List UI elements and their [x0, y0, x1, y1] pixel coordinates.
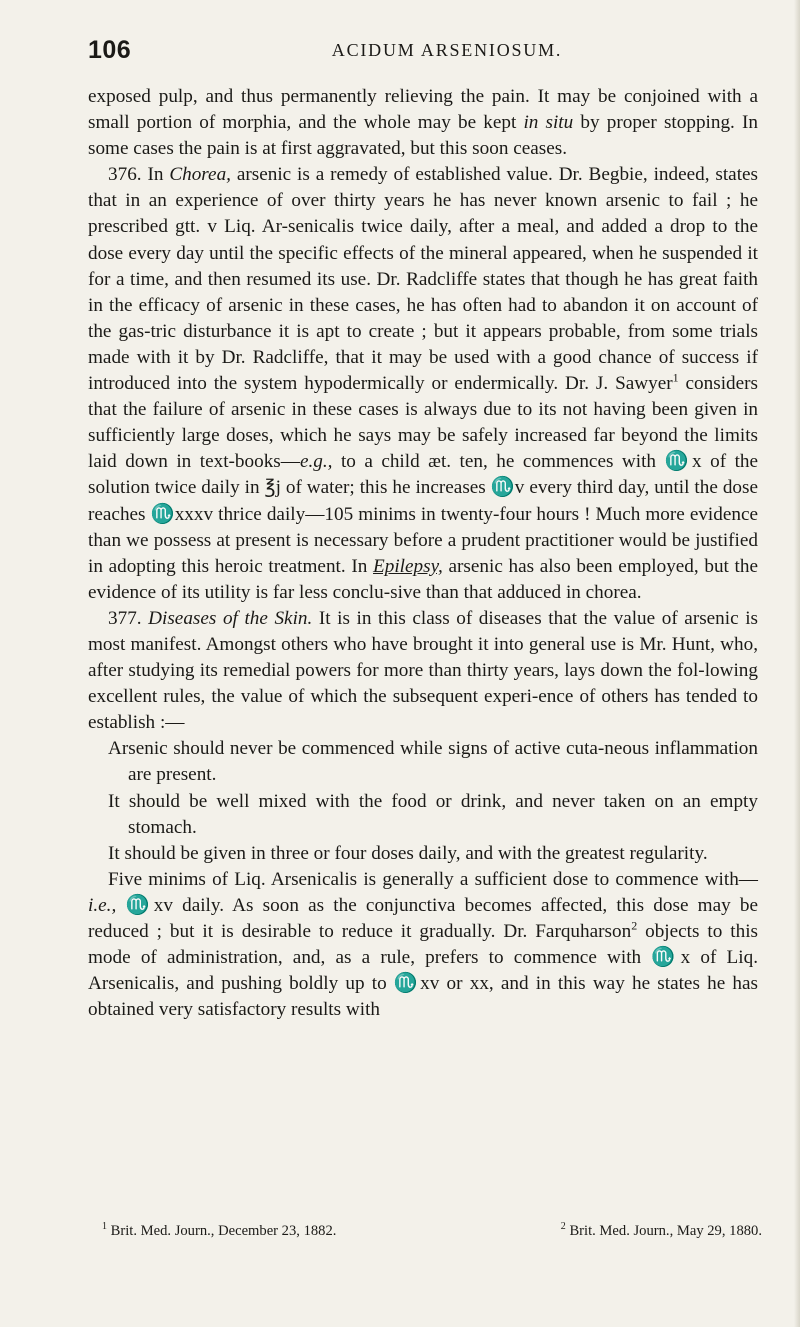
rule-item: Arsenic should never be commenced while signs of active cuta-neous inflammation are present.	[108, 738, 758, 786]
paragraph-pulp: exposed pulp, and thus permanently relieving the pain. It may be conjoined with a small portion of morphia, and the whole may be kept in situ by proper stopping. In some cases the pain is at first aggravated, but this soon ceases.	[88, 86, 758, 160]
footnote-1: $^1$ Brit. Med. Journ., December 23, 1882.	[102, 1221, 337, 1239]
running-title: ACIDUM ARSENIOSUM.	[331, 40, 563, 60]
footnote-ref-1: 1	[672, 370, 679, 385]
footnote-2: $^2$ Brit. Med. Journ., May 29, 1880.	[560, 1221, 762, 1239]
page-number: 106	[88, 36, 132, 64]
body-text	[88, 84, 758, 1023]
paragraph-376-chorea: 376. In Chorea, arsenic is a remedy of established value. Dr. Begbie, indeed, states that in an experience of over thirty years he has never known arsenic to fail ; he prescribed gtt. v Liq. Ar-senicalis twice daily, after a meal, and added a drop to the dose every day until the specific effects of the mineral appeared, when he suspended it for a time, and then resumed its use. Dr. Radcliffe states that though he has great faith in the efficacy of arsenic in these cases, he has often had to abandon it on account of the gas-tric disturbance it is apt to create ; but it appears probable, from some trials made with it by Dr. Radcliffe, that it may be used with a good chance of success if introduced into the system hypodermically or endermically. Dr. J. Sawyer$^1$ considers that the failure of arsenic in these cases is always due to its not having been given in sufficiently large doses, which he says may be safely increased far beyond the limits laid down in text-books—e.g., to a child æt. ten, he commences with ♏x of the solution twice daily in ℥j of water; this he increases ♏v every third day, until the dose reaches ♏xxxv thrice daily—105 minims in twenty-four hours ! Much more evidence than we possess at present is necessary before a prudent practitioner would be justified in adopting this heroic treatment. In Epilepsy, arsenic has also been employed, but the evidence of its utility is far less conclu-sive than that adduced in chorea.	[88, 164, 759, 603]
rule-item: It should be well mixed with the food or drink, and never taken on an empty stomach.	[108, 790, 758, 838]
page-header	[88, 36, 756, 66]
rule-item: It should be given in three or four doses daily, and with the greatest regularity.	[108, 842, 708, 864]
page-edge-shadow	[794, 0, 800, 1327]
footnote-ref-2: 2	[631, 918, 638, 933]
footnotes	[102, 1223, 762, 1240]
paragraph-377-skin: 377. Diseases of the Skin. It is in this class of diseases that the value of arsenic is most manifest. Amongst others who have brought it into general use is Mr. Hunt, who, after studying its remedial powers for more than thirty years, lays down the fol-lowing excellent rules, the value of which the subsequent experi-ence of others has tended to establish :—	[88, 607, 759, 734]
paragraph-dosage: Five minims of Liq. Arsenicalis is generally a sufficient dose to commence with—i.e., ♏xv daily. As soon as the conjunctiva becomes affected, this dose may be reduced ; but it is desirable to reduce it gradually. Dr. Farquharson$^2$ objects to this mode of administration, and, as a rule, prefers to commence with ♏x of Liq. Arsenicalis, and pushing boldly up to ♏xv or xx, and in this way he states he has obtained very satisfactory results with	[88, 868, 758, 1021]
